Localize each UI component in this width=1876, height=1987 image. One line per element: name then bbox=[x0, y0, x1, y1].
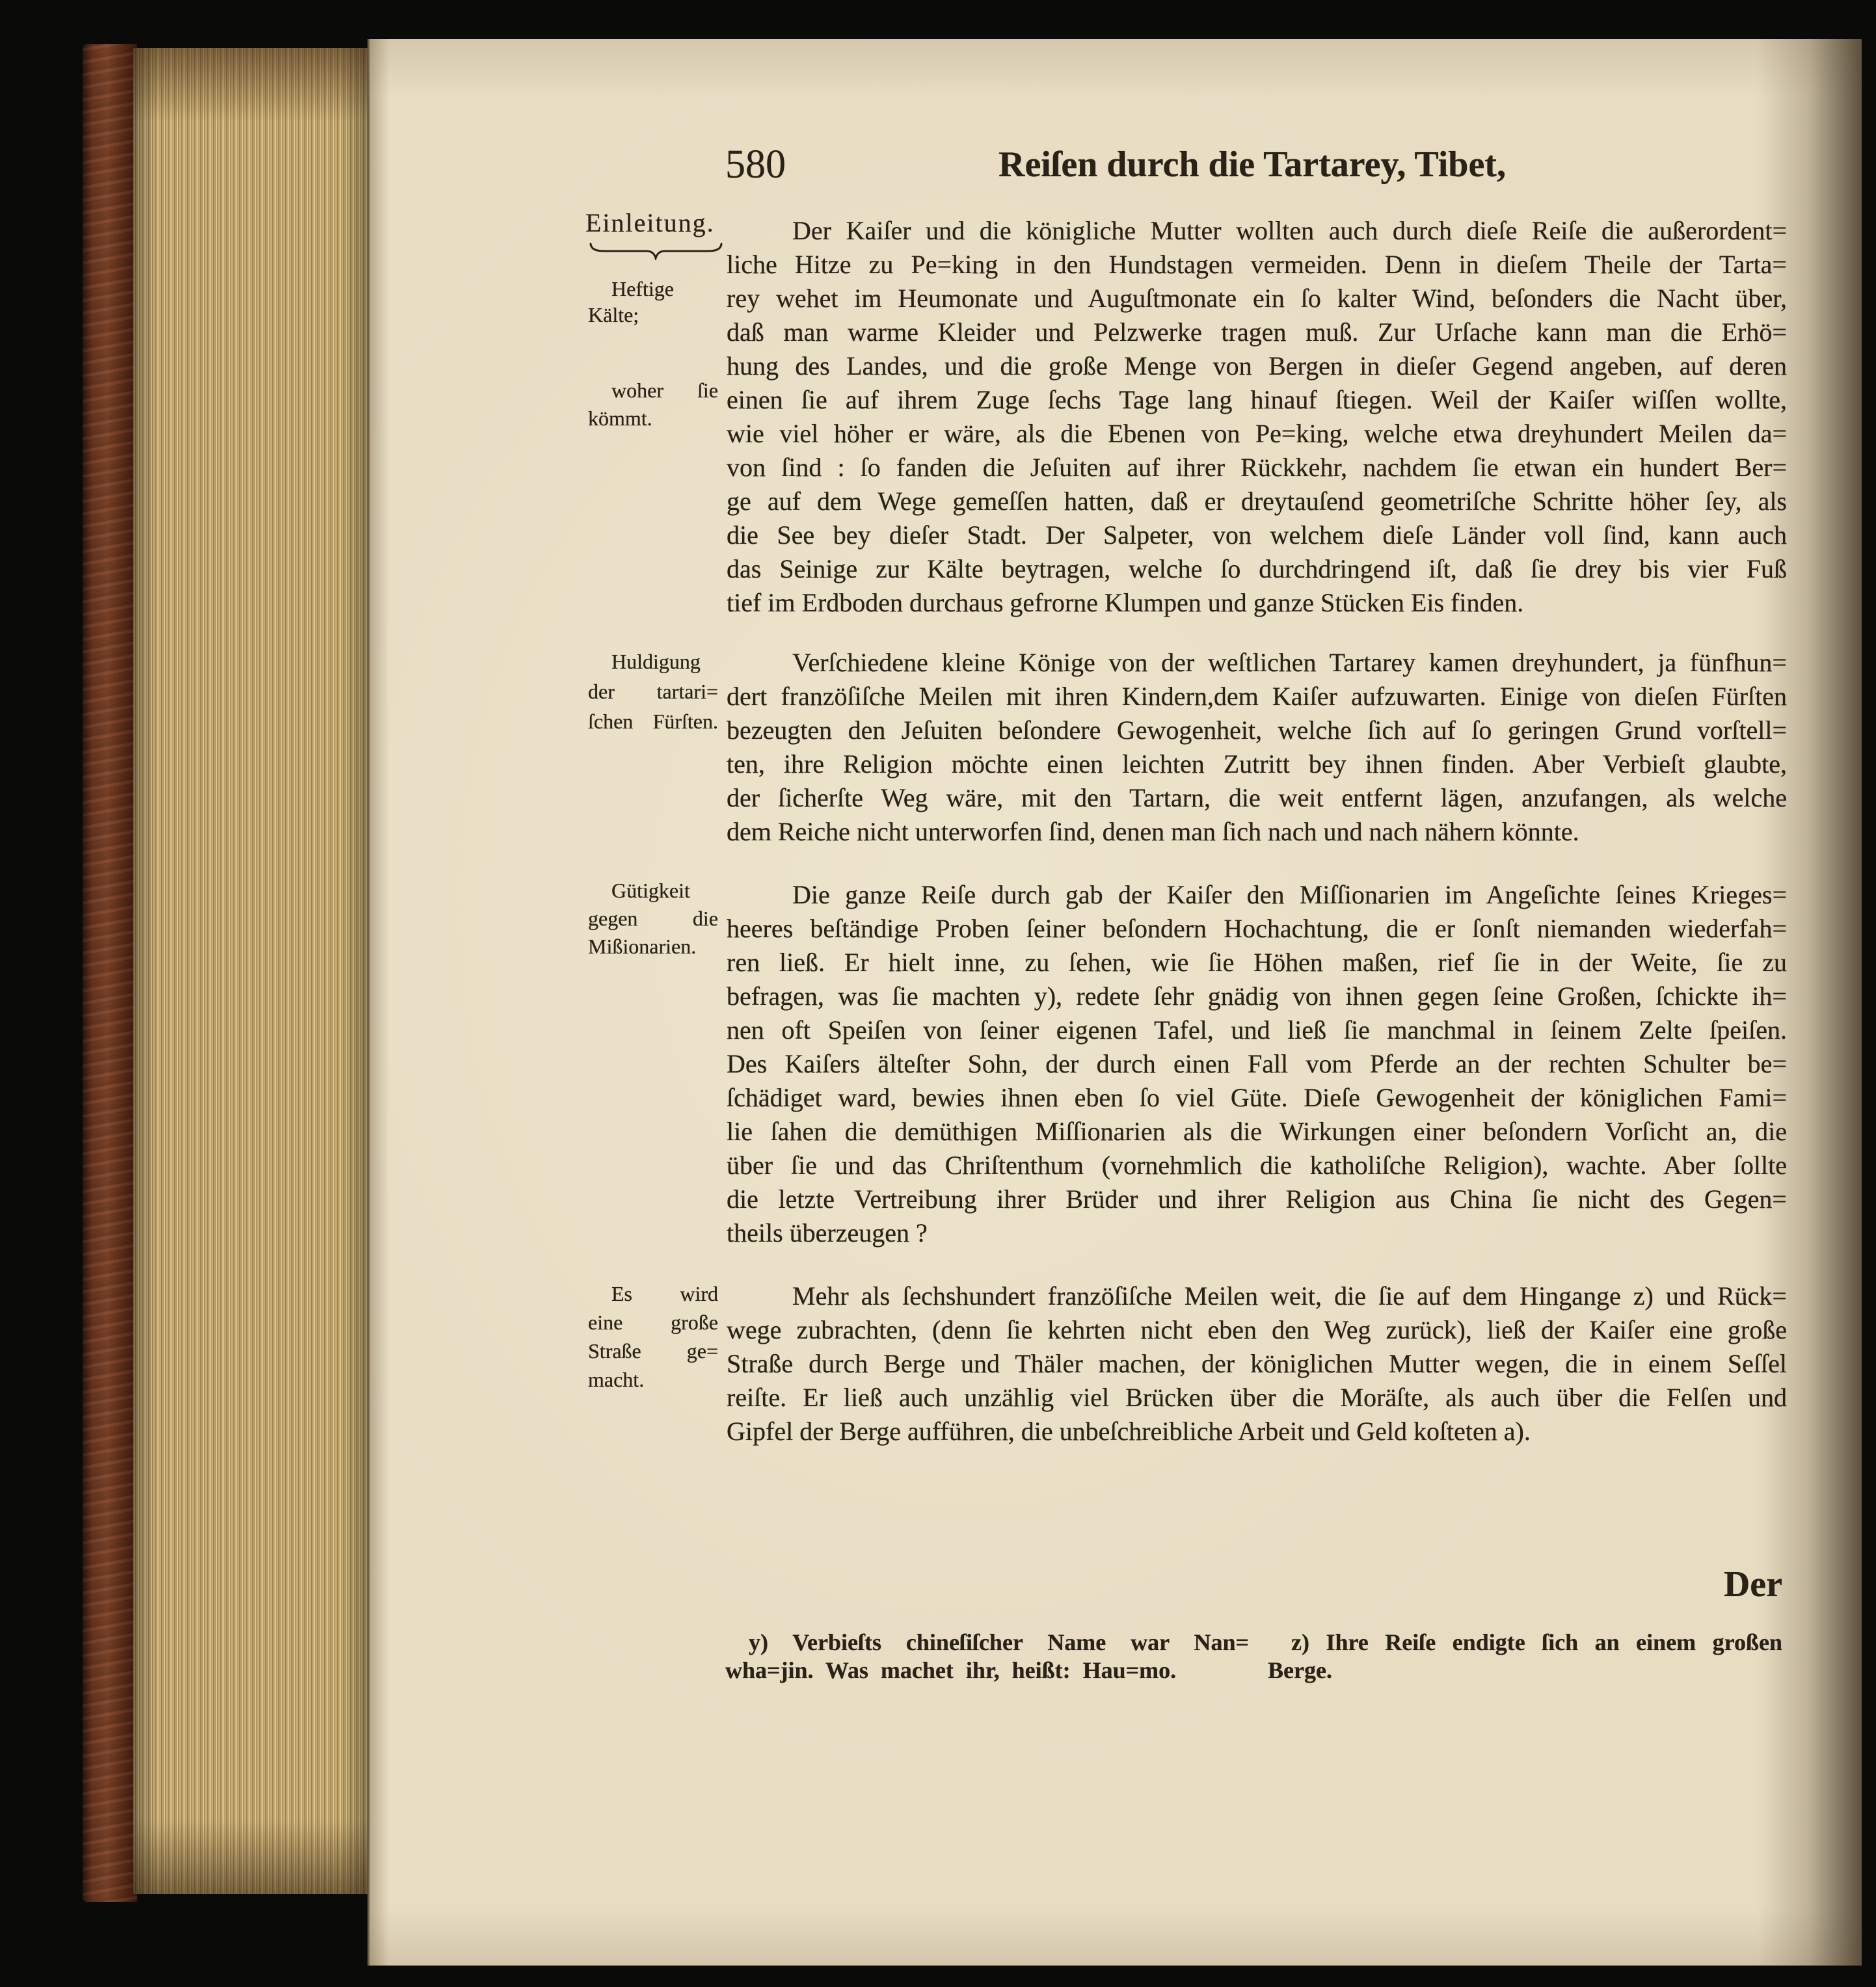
text-line: Des Kaiſers älteſter Sohn, der durch einen Fall vom Pferde an der rechten Schulter be= bbox=[727, 1049, 1787, 1078]
text-line: lie ſahen die demüthigen Miſſionarien als die Wirkungen einer beſondern Vorſicht an, die bbox=[727, 1117, 1787, 1146]
text-line: Die ganze Reiſe durch gab der Kaiſer den Miſſionarien im Angeſichte ſeines Krieges= bbox=[792, 880, 1787, 909]
text-line: Gipfel der Berge aufführen, die unbeſchreibliche Arbeit und Geld koſteten a). bbox=[727, 1417, 1531, 1446]
text-line: der ſicherſte Weg wäre, mit den Tartarn, die weit entfernt lägen, anzufangen, als welche bbox=[727, 783, 1787, 812]
text-line: ge auf dem Wege gemeſſen hatten, daß er dreytauſend geometriſche Schritte höher ſey, als bbox=[727, 487, 1787, 516]
text-line: Der Kaiſer und die königliche Mutter wollten auch durch dieſe Reiſe die außerordent= bbox=[792, 216, 1787, 245]
text-line: hung des Landes, und die große Menge von Bergen in dieſer Gegend angeben, auf deren bbox=[727, 351, 1787, 380]
text-line: reiſte. Er ließ auch unzählig viel Brücken über die Moräſte, als auch über die Felſen und bbox=[727, 1383, 1787, 1412]
footnote-line: z) Ihre Reiſe endigte ſich an einem großen bbox=[1291, 1629, 1782, 1655]
footnote-line: y) Verbieſts chineſiſcher Name war Nan= bbox=[749, 1629, 1249, 1655]
sidenote-line: macht. bbox=[588, 1368, 645, 1391]
text-line: Mehr als ſechshundert franzöſiſche Meilen weit, die ſie auf dem Hingange z) und Rück= bbox=[792, 1281, 1787, 1311]
sidenote-line: Mißionarien. bbox=[588, 935, 697, 958]
sidenote bbox=[588, 377, 718, 433]
sidenote-line: Einleitung. bbox=[585, 208, 715, 237]
text-line: wie viel höher er wäre, als die Ebenen von Pe=king, welche etwa dreyhundert Meilen da= bbox=[727, 419, 1787, 448]
text-line: ſchädiget ward, bewies ihnen eben ſo viel Güte. Dieſe Gewogenheit der königlichen Fami= bbox=[727, 1083, 1787, 1112]
sidenote bbox=[588, 276, 718, 328]
text-line: die See bey dieſer Stadt. Der Salpeter, von welchem dieſe Länder voll ſind, kann auch bbox=[727, 520, 1787, 550]
text-line: nen oft Speiſen von ſeiner eigenen Tafel, und ließ ſie manchmal in ſeinem Zelte ſpeiſen. bbox=[727, 1015, 1787, 1045]
running-title: Reiſen durch die Tartarey, Tibet, bbox=[998, 144, 1506, 185]
sidenote-line: Straße ge= bbox=[588, 1339, 718, 1363]
sidenote-line: Huldigung bbox=[611, 650, 701, 673]
text-line: von ſind : ſo fanden die Jeſuiten auf ihrer Rückkehr, nachdem ſie etwan ein hundert Ber= bbox=[727, 453, 1787, 482]
footnote bbox=[725, 1629, 1249, 1685]
sidenote-line: gegen die bbox=[588, 907, 718, 930]
text-line: ren ließ. Er hielt inne, zu ſehen, wie ſie Höhen maßen, rief ſie in der Weite, ſie zu bbox=[727, 948, 1787, 977]
paragraph bbox=[727, 646, 1787, 849]
sidenote-line: ſchen Fürſten. bbox=[588, 710, 718, 733]
text-line: liche Hitze zu Pe=king in den Hundstagen vermeiden. Denn in dieſem Theile der Tarta= bbox=[727, 250, 1787, 279]
page-block-edges bbox=[133, 48, 369, 1894]
paragraph bbox=[727, 1279, 1787, 1448]
text-line: dem Reiche nicht unterworfen ſind, denen man ſich nach und nach nähern könnte. bbox=[727, 817, 1579, 846]
text-line: rey wehet im Heumonate und Auguſtmonate ein ſo kalter Wind, beſonders die Nacht über, bbox=[727, 284, 1787, 313]
sidenote-line: Kälte; bbox=[588, 303, 639, 327]
footnote bbox=[1268, 1629, 1782, 1685]
brace-ornament bbox=[589, 242, 723, 260]
paragraph bbox=[727, 878, 1787, 1250]
text-line: Straße durch Berge und Thäler machen, der königlichen Mutter wegen, die in einem Seſſel bbox=[727, 1349, 1787, 1378]
text-line: heeres beſtändige Proben ſeiner beſondern Hochachtung, die er ſonſt niemanden wiederfah= bbox=[727, 914, 1787, 943]
sidenote bbox=[588, 877, 718, 961]
sidenote-line: Heftige bbox=[611, 277, 674, 300]
book-binding-leather bbox=[83, 44, 137, 1902]
sidenote-section-title bbox=[585, 208, 723, 238]
text-line: einen ſie auf ihrem Zuge ſechs Tage lang hinauf ſtiegen. Weil der Kaiſer wiſſen wollte, bbox=[727, 385, 1787, 414]
text-line: wege zubrachten, (denn ſie kehrten nicht eben den Weg zurück), ließ der Kaiſer eine große bbox=[727, 1315, 1787, 1344]
sidenote-line: der tartari= bbox=[588, 680, 718, 703]
text-line: daß man warme Kleider und Pelzwerke tragen muß. Zur Urſache kann man die Erhö= bbox=[727, 317, 1787, 347]
sidenote bbox=[588, 647, 718, 736]
text-line: über ſie und das Chriſtenthum (vornehmlich die katholiſche Religion), wachte. Aber ſollte bbox=[727, 1151, 1787, 1180]
sidenote-line: Gütigkeit bbox=[611, 879, 690, 902]
page-number: 580 bbox=[725, 142, 786, 187]
text-line: das Seinige zur Kälte beytragen, welche ſo durchdringend iſt, daß ſie drey bis vier Fuß bbox=[727, 554, 1787, 583]
text-line: ten, ihre Religion möchte einen leichten Zutritt bey ihnen finden. Aber Verbieſt glaubte, bbox=[727, 749, 1787, 779]
sidenote-line: eine große bbox=[588, 1311, 718, 1334]
text-line: tief im Erdboden durchaus gefrorne Klumpen und ganze Stücken Eis finden. bbox=[727, 588, 1524, 617]
sidenote-line: woher ſie bbox=[611, 379, 718, 402]
text-line: die letzte Vertreibung ihrer Brüder und ihrer Religion aus China ſie nicht des Gegen= bbox=[727, 1184, 1787, 1214]
text-line: Verſchiedene kleine Könige von der weſtlichen Tartarey kamen dreyhundert, ja fünfhun= bbox=[792, 648, 1787, 677]
text-line: theils überzeugen ? bbox=[727, 1218, 928, 1247]
text-line: dert franzöſiſche Meilen mit ihren Kindern,dem Kaiſer aufzuwarten. Einige von dieſen Fürſten bbox=[727, 682, 1787, 711]
sidenote-line: kömmt. bbox=[588, 407, 652, 430]
footnote-line: Berge. bbox=[1268, 1657, 1332, 1683]
catchword: Der bbox=[1723, 1564, 1782, 1605]
footnote-line: wha=jin. Was machet ihr, heißt: Hau=mo. bbox=[725, 1657, 1177, 1683]
text-line: bezeugten den Jeſuiten beſondere Gewogenheit, welche ſich auf ſo geringen Grund vorſtell= bbox=[727, 715, 1787, 745]
sidenote-line: Es wird bbox=[611, 1282, 718, 1305]
paragraph bbox=[727, 214, 1787, 620]
sidenote bbox=[588, 1279, 718, 1394]
text-line: befragen, was ſie machten y), redete ſehr gnädig von ihnen gegen ſeine Großen, ſchickte ih= bbox=[727, 981, 1787, 1011]
